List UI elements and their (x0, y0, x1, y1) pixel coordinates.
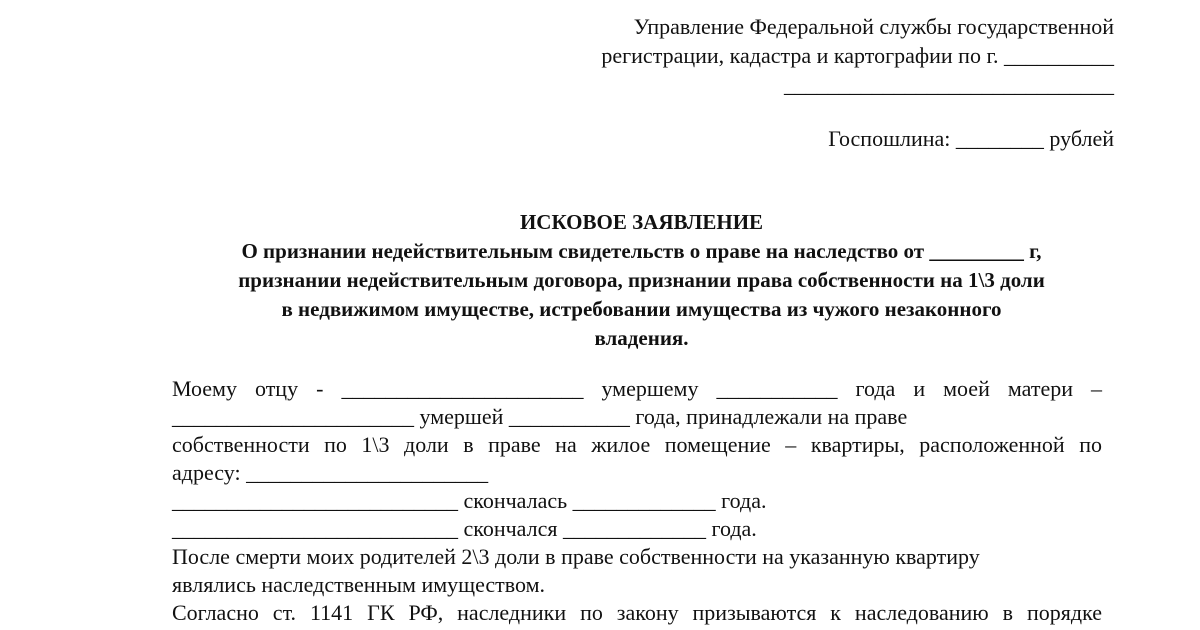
body-line: ______________________ умершей ___________ года, принадлежали на праве (172, 404, 908, 429)
claim-subject-line-1: О признании недействительным свидетельств о праве на наследство от _________ г, (241, 239, 1042, 263)
body-line: __________________________ скончался _____________ года. (172, 516, 757, 541)
body-line: адресу: ______________________ (172, 460, 489, 485)
body-line: После смерти моих родителей 2\3 доли в праве собственности на указанную квартиру (172, 544, 980, 569)
recipient-line-3: ______________________________ (784, 72, 1114, 97)
recipient-line-2: регистрации, кадастра и картографии по г. __________ (601, 43, 1114, 68)
body-line: Моему отцу - ______________________ умершему ___________ года и моей матери – (172, 376, 1102, 401)
claim-heading: ИСКОВОЕ ЗАЯВЛЕНИЕ (519, 210, 764, 234)
recipient-line-1: Управление Федеральной службы государственной (633, 14, 1114, 39)
claim-title-block (170, 208, 1113, 353)
claim-body (172, 375, 1102, 627)
claim-subject-line-3: в недвижимом имуществе, истребовании имущества из чужого незаконного (281, 297, 1002, 321)
state-fee-line: Госпошлина: ________ рублей (828, 126, 1114, 151)
body-line: Согласно ст. 1141 ГК РФ, наследники по закону призываются к наследованию в порядке (172, 600, 1102, 625)
body-line: являлись наследственным имуществом. (172, 572, 546, 597)
claim-subject-line-4: владения. (594, 326, 689, 350)
recipient-block (601, 12, 1114, 99)
body-line: собственности по 1\3 доли в праве на жилое помещение – квартиры, расположенной по (172, 432, 1102, 457)
claim-subject-line-2: признании недействительным договора, признании права собственности на 1\3 доли (238, 268, 1045, 292)
body-line: __________________________ скончалась _____________ года. (172, 488, 767, 513)
